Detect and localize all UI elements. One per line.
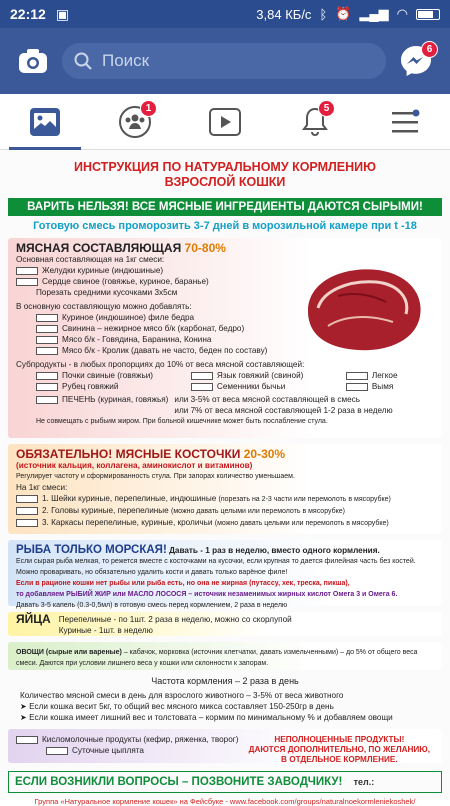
norm-line-3: ➤ Если кошка имеет лишний вес и толстовата – кормим по минимальному % и добавляем овощи (20, 713, 393, 722)
tab-notifications[interactable] (293, 100, 337, 144)
signal-icon: ▂▄▆ (359, 6, 389, 21)
wifi-icon: ◠ (396, 6, 408, 21)
bones-section (8, 444, 442, 534)
liver-notes (174, 394, 392, 416)
bones-item-note: (можно давать целыми или перемолоть в мясорубке) (171, 508, 345, 515)
norm-title: Частота кормления – 2 раза в день (151, 676, 299, 686)
offal-grid (16, 370, 434, 392)
fish-section (8, 540, 442, 609)
search-placeholder: Поиск (102, 51, 150, 70)
meat-pct: 70-80% (184, 241, 226, 255)
fish-heading-row (16, 545, 434, 556)
offal-col-3 (346, 370, 434, 392)
menu-icon (390, 109, 420, 135)
veg-section (8, 642, 442, 670)
bones-subheading: (источник кальция, коллагена, аминокислот и витаминов) (16, 461, 253, 470)
doc-title-line1: ИНСТРУКЦИЯ ПО НАТУРАЛЬНОМУ КОРМЛЕНИЮ (73, 160, 377, 174)
offal-col-2 (191, 370, 338, 392)
bones-item-3 (16, 517, 434, 529)
eggs-line-1: Перепелиные - по 1шт. 2 раза в неделю, можно со скорлупой (58, 615, 292, 624)
meat-cut-note: Порезать средними кусочками 3х5см (36, 288, 178, 297)
bones-pct: 20-30% (243, 447, 286, 461)
status-time: 22:12 (10, 6, 46, 22)
freeze-note: Готовую смесь проморозить 3-7 дней в морозильной камере при t -18 (33, 220, 417, 232)
checkbox-box (16, 278, 38, 286)
battery-icon (416, 9, 440, 20)
checkbox-box (46, 747, 68, 755)
tab-watch[interactable] (203, 100, 247, 144)
meat-add-1-label: Куриное (индюшиное) филе бедра (62, 313, 195, 322)
checkbox-box (191, 372, 213, 380)
bones-item-note: (порезать на 2-3 части или перемолоть в мясорубке) (218, 496, 391, 503)
meat-item-1-label: Желудки куриные (индюшиные) (42, 266, 164, 275)
tab-news-feed[interactable] (23, 100, 67, 144)
meat-section (8, 238, 442, 438)
feeding-norm (20, 676, 430, 723)
offal-label: Почки свиные (говяжьи) (62, 371, 154, 380)
contact-breeder-text: ЕСЛИ ВОЗНИКЛИ ВОПРОСЫ – ПОЗВОНИТЕ ЗАВОДЧИКУ! (15, 776, 343, 788)
eggs-section (8, 612, 442, 636)
bones-heading (16, 449, 434, 460)
camera-icon (18, 48, 48, 74)
offal-label: Вымя (371, 382, 394, 391)
notifications-badge: 5 (318, 100, 335, 117)
tab-menu[interactable] (383, 100, 427, 144)
offal-item (36, 381, 183, 392)
norm-line-2: ➤ Если кошка весит 5кг, то общий вес мясного микса составляет 150-250гр в день (20, 702, 334, 711)
camera-button[interactable] (14, 42, 52, 80)
offal-label: Язык говяжий (свиной) (216, 371, 304, 380)
checkbox-box (191, 383, 213, 391)
bones-note: Регулирует частоту и сформированность стула. При запорах количество уменьшаем. (16, 473, 295, 480)
dairy-note-2: ДАЮТСЯ ДОПОЛНИТЕЛЬНО, ПО ЖЕЛАНИЮ, (248, 745, 430, 754)
eggs-line-2: Куриные - 1шт. в неделю (58, 626, 153, 635)
fish-line-3 (16, 589, 434, 600)
tab-groups[interactable] (113, 100, 157, 144)
bones-item-label: 3. Каркасы перепелиные, куриные, кроличьи (42, 518, 213, 527)
checkbox-box (16, 267, 38, 275)
liver-note-1: или 3-5% от веса мясной составляющей в смесь (174, 395, 361, 404)
veg-label: ОВОЩИ (сырые или вареные) (16, 649, 122, 656)
doc-title (0, 160, 450, 190)
messenger-badge: 6 (421, 41, 438, 58)
doc-title-line2: ВЗРОСЛОЙ КОШКИ (164, 175, 286, 189)
meat-intro: Основная составляющая на 1кг смеси: (16, 255, 165, 264)
search-icon (74, 52, 92, 70)
contact-breeder-box (8, 771, 442, 793)
top-bar (0, 28, 450, 94)
meat-add-4-label: Мясо б/к - Кролик (давать не часто, беден по составу) (62, 346, 268, 355)
messenger-button[interactable] (396, 41, 436, 81)
checkbox-box (36, 314, 58, 322)
fish-line-2: Если в рационе кошки нет рыбы или рыба есть, но она не жирная (путассу, хек, треска, пикша), (16, 580, 350, 587)
norm-line-3-text: Если кошка имеет лишний вес и толстовата – кормим по минимальному % и добавляем овощи (29, 713, 393, 722)
checkbox-box (16, 519, 38, 527)
checkbox-box (36, 336, 58, 344)
fish-line-1: Если сырая рыба мелкая, то режется вместе с косточками на кусочки, если крупная то дается филейная часть без костей. Можно проваривать, но обязательно удалить кости и давать только варёное филе! (16, 558, 416, 576)
offal-item (191, 381, 338, 392)
checkbox-box (346, 383, 368, 391)
bones-item-note: (можно давать целыми или перемолоть в мясорубке) (214, 520, 389, 527)
phone-label: тел.: (353, 777, 375, 787)
eggs-heading: ЯЙЦА (16, 612, 51, 626)
meat-item-2-label: Сердце свиное (говяжье, куриное, баранье) (42, 277, 209, 286)
meat-add-2-label: Свинина – нежирное мясо б/к (карбонат, бедро) (62, 324, 245, 333)
bones-item-2 (16, 505, 434, 517)
groups-badge: 1 (140, 100, 157, 117)
offal-label: Легкое (371, 371, 398, 380)
eggs-text (59, 614, 292, 636)
liver-note-2: или 7% от веса мясной составляющей 1-2 раза в неделю (174, 406, 393, 415)
liver-mix-note: Не совмещать с рыбьим жиром. При больной кишечнике может быть послабление стула. (36, 418, 328, 425)
bones-item-label: 2. Головы куриные, перепелиные (42, 506, 169, 515)
offal-item (36, 370, 183, 381)
dairy-note-3: В ОТДЕЛЬНОЕ КОРМЛЕНИЕ. (281, 755, 398, 764)
bluetooth-icon: ᛒ (319, 6, 328, 22)
dairy-warning (249, 735, 430, 765)
offal-label: Семенники бычьи (216, 382, 286, 391)
tab-bar (0, 94, 450, 150)
veg-text: – кабачок, морковка (источник клетчатки, давать измельченными) – до 5% от общего веса смеси. Даются при условии лишнего веса у кошки или склонности к запорам. (16, 649, 418, 667)
offal-item (346, 370, 434, 381)
meat-heading-text: МЯСНАЯ СОСТАВЛЯЮЩАЯ (16, 241, 182, 255)
offal-item (346, 381, 434, 392)
dairy-item-2-label: Суточные цыплята (72, 746, 144, 755)
meat-add-intro: В основную составляющую можно добавлять: (16, 302, 192, 311)
fish-line-3-text: то добавляем РЫБИЙ ЖИР или МАСЛО ЛОСОСЯ – источник незаменимых жирных кислот Омега 3 и Омега 6. (16, 591, 398, 598)
offal-intro: Субпродукты - в любых пропорциях до 10% от веса мясной составляющей: (16, 360, 305, 369)
checkbox-box (36, 347, 58, 355)
offal-col-1 (36, 370, 183, 392)
meat-add-3-label: Мясо б/к - Говядина, Баранина, Конина (62, 335, 212, 344)
liver-item (36, 394, 168, 416)
bones-item-label: 1. Шейки куриные, перепелиные, индюшиные (42, 494, 217, 503)
checkbox-box (36, 372, 58, 380)
offal-item (191, 370, 338, 381)
norm-line-2-text: Если кошка весит 5кг, то общий вес мясного микса составляет 150-250гр в день (29, 702, 334, 711)
bones-per-kg: На 1кг смеси: (16, 483, 68, 492)
fish-line-4: Давать 3-5 капель (0.3-0,5мл) в готовую смесь перед кормлением, 2 раза в неделю (16, 602, 288, 609)
instruction-image (0, 150, 450, 806)
checkbox-box (16, 495, 38, 503)
dairy-item-1-label: Кисломолочные продукты (кефир, ряженка, творог) (42, 735, 239, 744)
dairy-section (8, 729, 442, 763)
fish-frequency: Давать - 1 раз в неделю, вместо одного кормления. (169, 546, 380, 555)
facebook-group-link: Группа «Натуральное кормление кошек» на Фейсбуке - www.facebook.com/groups/naturalnoekormleniekoshek/ (34, 797, 416, 806)
bones-item-1 (16, 493, 434, 505)
liver-label: ПЕЧЕНЬ (куриная, говяжья) (62, 395, 169, 404)
status-bar (0, 0, 450, 28)
video-play-icon (209, 108, 241, 136)
checkbox-box (36, 325, 58, 333)
gallery-icon: ▣ (55, 5, 70, 22)
checkbox-box (36, 396, 58, 404)
fish-heading: РЫБА ТОЛЬКО МОРСКАЯ! (16, 544, 167, 556)
norm-line-1: Количество мясной смеси в день для взрослого животного – 3-5% от веса животного (20, 691, 344, 700)
offal-label: Рубец говяжий (62, 382, 119, 391)
dairy-note-1: НЕПОЛНОЦЕННЫЕ ПРОДУКТЫ! (274, 735, 405, 744)
checkbox-box (16, 507, 38, 515)
checkbox-box (346, 372, 368, 380)
liver-row (16, 394, 434, 416)
news-feed-icon (29, 107, 61, 137)
network-speed: 3,84 КБ/с (256, 6, 312, 22)
raw-meat-image (298, 256, 428, 356)
search-input[interactable] (62, 43, 386, 79)
checkbox-box (16, 736, 38, 744)
bones-heading-text: ОБЯЗАТЕЛЬНО! МЯСНЫЕ КОСТОЧКИ (16, 447, 241, 461)
alarm-icon: ⏰ (335, 6, 352, 21)
no-cooking-banner: ВАРИТЬ НЕЛЬЗЯ! ВСЕ МЯСНЫЕ ИНГРЕДИЕНТЫ ДАЮТСЯ СЫРЫМИ! (8, 198, 442, 216)
checkbox-box (36, 383, 58, 391)
meat-heading (16, 243, 434, 254)
